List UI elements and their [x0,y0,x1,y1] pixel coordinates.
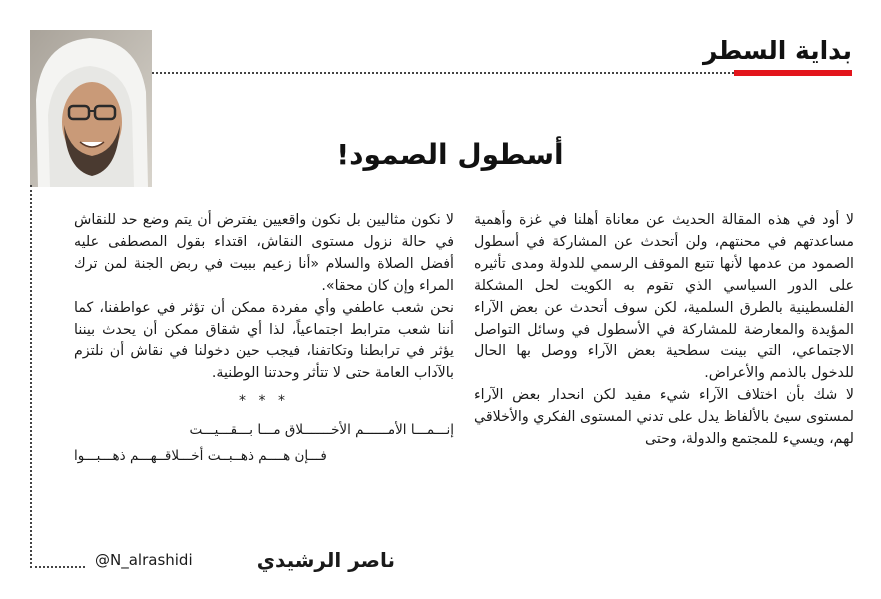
paragraph: لا شك بأن اختلاف الآراء شيء مفيد لكن انحدار بعض الآراء لمستوى سيئ بالألفاظ يدل على تدني المستوى الفكري والأخلاقي لهم، ويسيء للمجتمع والدولة، وحتى [474,387,854,448]
poem-verse [74,417,454,469]
article-column-left [74,210,454,469]
paragraph: لا أود في هذه المقالة الحديث عن معاناة أهلنا في غزة وأهمية مساعدتهم في محنتهم، ولن أتحدث عن المشاركة في أسطول الصمود من عدمها لأنها تتبع الموقف الرسمي للدولة ومدى تأثيره على الدور السياسي الذي تقوم به الكويت لحل المشكلة الفلسطينية بالطرق السلمية، لكن سوف أتحدث عن بعض الآراء المؤيدة والمعارضة للمشاركة في الأسطول في وسائل التواصل الاجتماعي، التي بينت سطحية بعض الآراء ووصل بها الحال للدخول بالذمم والأعراض. [474,212,854,382]
article-column-right [474,210,854,451]
paragraph: نحن شعب عاطفي وأي مفردة ممكن أن تؤثر في عواطفنا، كما أننا شعب مترابط اجتماعياً، لذا أي شقاق ممكن أن يحدث بيننا يؤثر في ترابطنا وتكاتفنا، فيجب حين دخولنا في نقاش أن نلتزم بالآداب العامة حتى لا تتأثر وحدتنا الوطنية. [74,299,454,382]
column-header [152,30,852,75]
footer-divider [30,566,85,568]
vertical-divider [30,185,32,568]
section-title-underline [734,70,852,76]
paragraph: لا نكون مثاليين بل نكون واقعيين يفترض أن يتم وضع حد للنقاش في حالة نزول مستوى النقاش، اقتداء بقول المصطفى عليه أفضل الصلاة والسلام «أنا زعيم ببيت في ربض الجنة لمن ترك المراء وإن كان محقا». [74,212,454,294]
twitter-handle[interactable]: @N_alrashidi [95,551,193,569]
verse-line: إنـــمـــا الأمــــــم الأخـــــــلاق مـــا بـــقـــيـــت [189,422,454,439]
section-title: بداية السطر [703,36,852,65]
verse-line: فـــإن هــــم ذهــبــت أخـــلاقــهـــم ذهـــبـــوا [74,448,327,465]
author-footer [85,548,395,578]
author-name: ناصر الرشيدي [256,548,395,572]
section-separator: * * * [239,393,289,410]
author-photo [30,30,152,187]
header-divider [152,72,734,74]
article-headline: أسطول الصمود! [336,138,564,171]
